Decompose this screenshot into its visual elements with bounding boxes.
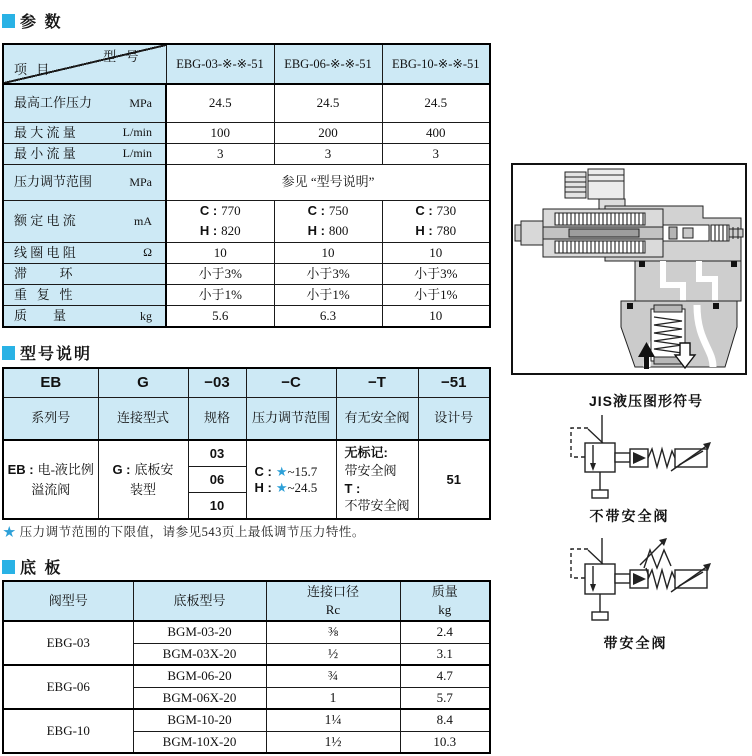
row-label-cell: 滞 环 bbox=[3, 263, 166, 284]
valve-cross-section-drawing bbox=[513, 165, 745, 373]
with-safety-valve-label: 带安全阀 bbox=[603, 635, 668, 651]
table-row bbox=[3, 709, 490, 731]
port-size-cell: ⅜ bbox=[266, 621, 400, 643]
row-label-cell: 重 复 性 bbox=[3, 284, 166, 305]
valve-model-cell: EBG-03 bbox=[3, 621, 133, 665]
row-label-cell: 压力调节范围 MPa bbox=[3, 164, 166, 200]
port-size-cell: 1¼ bbox=[266, 709, 400, 731]
table-row bbox=[3, 164, 490, 200]
value-cell: C : 750 H : 800 bbox=[274, 200, 382, 242]
segment-meaning: 设计号 bbox=[418, 397, 490, 440]
weight-cell: 3.1 bbox=[400, 643, 490, 665]
design-number-cell: 51 bbox=[418, 440, 490, 519]
model-col-header: EBG-03-※-※-51 bbox=[166, 44, 274, 84]
up-arrow-icon bbox=[644, 355, 649, 369]
row-label-cell: 最高工作压力 MPa bbox=[3, 84, 166, 122]
segment-meaning: 压力调节范围 bbox=[246, 397, 336, 440]
base-plate-table bbox=[2, 580, 491, 754]
span-value-cell: 参见 “型号说明” bbox=[166, 164, 490, 200]
safety-valve-option-cell: 无标记: 带安全阀 T : 不带安全阀 bbox=[336, 440, 418, 519]
pressure-range-cell: C : ★~15.7 H : ★~24.5 bbox=[246, 440, 336, 519]
weight-cell: 5.7 bbox=[400, 687, 490, 709]
plate-model-cell: BGM-03X-20 bbox=[133, 643, 266, 665]
plate-model-cell: BGM-03-20 bbox=[133, 621, 266, 643]
section-title-text: 型号说明 bbox=[20, 346, 93, 363]
model-code-row bbox=[3, 368, 490, 397]
model-col-header: EBG-10-※-※-51 bbox=[382, 44, 490, 84]
value-cell: 400 bbox=[382, 122, 490, 143]
plate-model-cell: BGM-06-20 bbox=[133, 665, 266, 687]
code-segment: G bbox=[98, 368, 188, 397]
value-cell: 200 bbox=[274, 122, 382, 143]
value-cell: 24.5 bbox=[382, 84, 490, 122]
value-cell: C : 730 H : 780 bbox=[382, 200, 490, 242]
params-table bbox=[2, 43, 491, 328]
jis-symbol-with-safety-valve bbox=[545, 537, 720, 629]
code-segment: −03 bbox=[188, 368, 246, 397]
table-row bbox=[3, 665, 490, 687]
footnote: ★ 压力调节范围的下限值，请参见543页上最低调节压力特性。 bbox=[3, 525, 365, 539]
value-cell: 3 bbox=[382, 143, 490, 164]
series-option-cell: EB : 电-液比例 溢流阀 bbox=[3, 440, 98, 519]
value-cell: 10 bbox=[274, 242, 382, 263]
section-marker-square bbox=[2, 560, 15, 574]
corner-bottom-label: 项 目 bbox=[14, 62, 53, 78]
table-row bbox=[3, 305, 490, 327]
value-cell: 小于3% bbox=[382, 263, 490, 284]
params-header-row bbox=[3, 44, 490, 84]
segment-meaning: 系列号 bbox=[3, 397, 98, 440]
value-cell: 小于1% bbox=[382, 284, 490, 305]
value-cell: 24.5 bbox=[166, 84, 274, 122]
value-cell: 3 bbox=[274, 143, 382, 164]
value-cell: 10 bbox=[166, 242, 274, 263]
value-cell: 3 bbox=[166, 143, 274, 164]
value-cell: C : 770 H : 820 bbox=[166, 200, 274, 242]
code-segment: EB bbox=[3, 368, 98, 397]
model-col-header: EBG-06-※-※-51 bbox=[274, 44, 382, 84]
code-segment: −51 bbox=[418, 368, 490, 397]
row-label-cell: 最 小 流 量 L/min bbox=[3, 143, 166, 164]
plate-model-cell: BGM-10X-20 bbox=[133, 731, 266, 753]
table-row bbox=[3, 263, 490, 284]
col-header: 连接口径 Rc bbox=[266, 581, 400, 621]
value-cell: 小于3% bbox=[166, 263, 274, 284]
model-code-table bbox=[2, 367, 491, 520]
section-title-text: 底 板 bbox=[20, 560, 63, 577]
table-row bbox=[3, 621, 490, 643]
port-size-cell: 1 bbox=[266, 687, 400, 709]
star-icon: ★ bbox=[3, 525, 17, 539]
value-cell: 小于1% bbox=[166, 284, 274, 305]
valve-cross-section-figure bbox=[511, 163, 747, 375]
jis-symbol-no-safety-valve bbox=[545, 411, 720, 506]
no-safety-valve-label: 不带安全阀 bbox=[589, 508, 670, 524]
section-title-params bbox=[2, 9, 62, 32]
spec-option-cell: 03 06 10 bbox=[188, 440, 246, 519]
plate-header-row bbox=[3, 581, 490, 621]
port-size-cell: ¾ bbox=[266, 665, 400, 687]
col-header: 质量 kg bbox=[400, 581, 490, 621]
value-cell: 100 bbox=[166, 122, 274, 143]
section-title-model bbox=[2, 341, 92, 364]
value-cell: 小于3% bbox=[274, 263, 382, 284]
segment-meaning: 规格 bbox=[188, 397, 246, 440]
valve-model-cell: EBG-10 bbox=[3, 709, 133, 753]
value-cell: 24.5 bbox=[274, 84, 382, 122]
plate-model-cell: BGM-10-20 bbox=[133, 709, 266, 731]
code-segment: −C bbox=[246, 368, 336, 397]
valve-model-cell: EBG-06 bbox=[3, 665, 133, 709]
col-header: 阀型号 bbox=[3, 581, 133, 621]
table-row bbox=[3, 122, 490, 143]
table-row bbox=[3, 284, 490, 305]
value-cell: 5.6 bbox=[166, 305, 274, 327]
weight-cell: 4.7 bbox=[400, 665, 490, 687]
code-segment: −T bbox=[336, 368, 418, 397]
value-cell: 小于1% bbox=[274, 284, 382, 305]
table-row bbox=[3, 84, 490, 122]
connection-option-cell: G : 底板安 装型 bbox=[98, 440, 188, 519]
section-title-text: 参 数 bbox=[20, 14, 63, 31]
port-size-cell: 1½ bbox=[266, 731, 400, 753]
table-row bbox=[3, 200, 490, 242]
corner-cell bbox=[3, 44, 166, 84]
corner-top-label: 型 号 bbox=[103, 49, 142, 64]
model-code-meaning-row bbox=[3, 397, 490, 440]
port-size-cell: ½ bbox=[266, 643, 400, 665]
row-label-cell: 额 定 电 流 mA bbox=[3, 200, 166, 242]
row-label-cell: 质 量 kg bbox=[3, 305, 166, 327]
model-code-options-row bbox=[3, 440, 490, 519]
section-title-plate bbox=[2, 555, 62, 578]
value-cell: 6.3 bbox=[274, 305, 382, 327]
table-row bbox=[3, 242, 490, 263]
plate-model-cell: BGM-06X-20 bbox=[133, 687, 266, 709]
segment-meaning: 有无安全阀 bbox=[336, 397, 418, 440]
col-header: 底板型号 bbox=[133, 581, 266, 621]
weight-cell: 2.4 bbox=[400, 621, 490, 643]
section-marker-square bbox=[2, 14, 15, 28]
weight-cell: 8.4 bbox=[400, 709, 490, 731]
table-row bbox=[3, 143, 490, 164]
jis-symbol-title: JIS液压图形符号 bbox=[588, 393, 703, 409]
section-marker-square bbox=[2, 346, 15, 360]
row-label-cell: 线 圈 电 阻 Ω bbox=[3, 242, 166, 263]
row-label-cell: 最 大 流 量 L/min bbox=[3, 122, 166, 143]
value-cell: 10 bbox=[382, 242, 490, 263]
segment-meaning: 连接型式 bbox=[98, 397, 188, 440]
weight-cell: 10.3 bbox=[400, 731, 490, 753]
value-cell: 10 bbox=[382, 305, 490, 327]
